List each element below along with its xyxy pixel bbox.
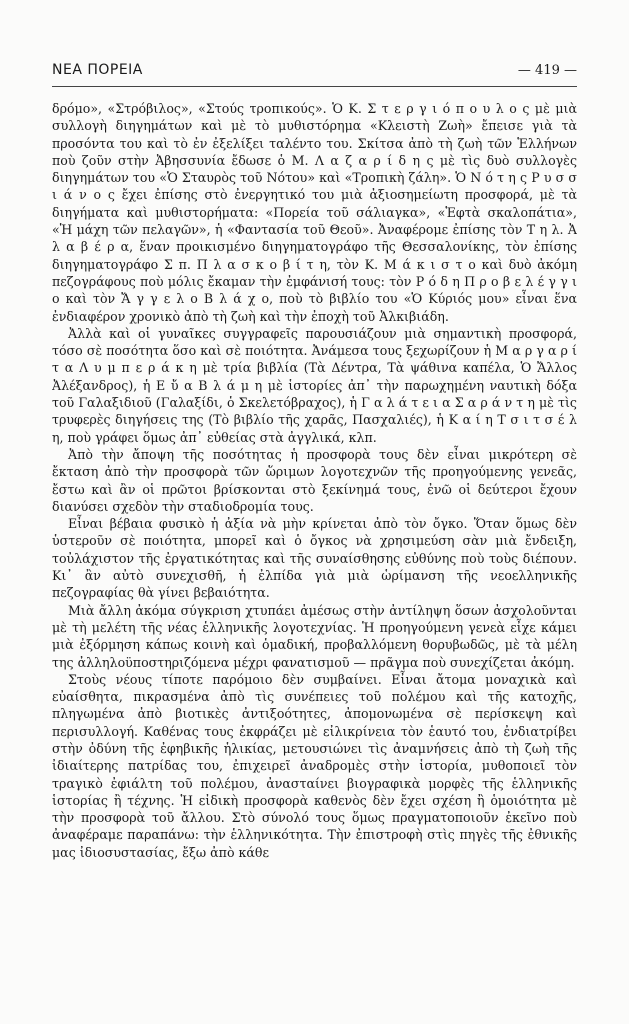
journal-title: ΝΕΑ ΠΟΡΕΙΑ <box>52 62 143 78</box>
article-body <box>52 100 577 1000</box>
paragraph: Μιὰ ἄλλη ἀκόμα σύγκριση χτυπάει ἀμέσως στὴν ἀντίληψη ὅσων ἀσχολοῦνται μὲ τὴ μελέτη τῆς νέας ἑλληνικῆς λογοτεχνίας. Ἡ προηγούμενη γενεὰ εἶχε κάμει μιὰ ἐξόρμηση κάπως κοινὴ καὶ ὁμαδική, προβαλλόμενη θορυβωδῶς, μὲ τὰ μέλη της ἀλληλοϋποστηριζόμενα μέχρι φανατισμοῦ — πρᾶγμα ποὺ συνεχίζεται ἀκόμη. <box>52 602 577 670</box>
paragraph: Ἀπὸ τὴν ἄποψη τῆς ποσότητας ἡ προσφορὰ τους δὲν εἶναι μικρότερη σὲ ἔκταση ἀπὸ τὴν προσφορὰ τῶν ὥριμων λογοτεχνῶν τῆς προηγούμενης γενεᾶς, ἔστω καὶ ἂν οἱ πρῶτοι βρίσκονται στὸ ξεκίνημά τους, ἐνῶ οἱ δεύτεροι ἔχουν διανύσει σχεδὸν τὴν σταδιοδρομία τους. <box>52 446 577 514</box>
page-number: — 419 — <box>517 63 577 78</box>
paragraph: Ἀλλὰ καὶ οἱ γυναῖκες συγγραφεῖς παρουσιάζουν μιὰ σημαντικὴ προσφορά, τόσο σὲ ποσότητα ὅσο καὶ σὲ ποιότητα. Ἀνάμεσα τους ξεχωρίζουν ἡ Μ α ρ γ α ρ ί τ α Λ υ μ π ε ρ ά κ η μὲ τρία βιβλία (Τὰ Δέντρα, Τὰ ψάθινα καπέλα, Ὁ Ἄλλος Ἀλέξανδρος), ἡ Ε ὔ α Β λ ά μ η μὲ ἱστορίες ἀπ᾽ τὴν παρωχημένη ναυτικὴ δόξα τοῦ Γαλαξιδιοῦ (Γαλαξίδι, ὁ Σκελετόβραχος), ἡ Γ α λ ά τ ε ι α Σ α ρ ά ν τ η μὲ τὶς τρυφερὲς διηγήσεις της (Τὸ βιβλίο τῆς χαρᾶς, Πασχαλιές), ἡ Κ α ί η Τ σ ι τ σ έ λ η, ποὺ γράφει ὅμως ἀπ᾽ εὐθείας στὰ ἀγγλικά, κλπ. <box>52 325 577 445</box>
paragraph: Στοὺς νέους τίποτε παρόμοιο δὲν συμβαίνει. Εἶναι ἄτομα μοναχικὰ καὶ εὐαίσθητα, πικρασμένα ἀπὸ τὶς συνέπειες τοῦ πολέμου καὶ τῆς κατοχῆς, πληγωμένα ἀπὸ βιοτικὲς ἀντιξοότητες, ἀπομονωμένα σὲ περίσκεψη καὶ περισυλλογή. Καθένας τους ἐκφράζει μὲ εἰλικρίνεια τὸν ἑαυτό του, ἐνδιατρίβει στὴν ὀδύνη τῆς ἐφηβικῆς ἡλικίας, μετουσιώνει τὶς ἀναμνήσεις ἀπὸ τὴ ζωὴ τῆς ἰδιαίτερης πατρίδας του, ἐπιχειρεῖ ἀναδρομὲς στὴν ἱστορία, μυθοποιεῖ τὸν τραγικὸ ἐφιάλτη τοῦ πολέμου, ἀνασταίνει βιογραφικὰ μορφὲς τῆς ἑλληνικῆς ἱστορίας ἢ τέχνης. Ἡ εἰδικὴ προσφορὰ καθενὸς δὲν ἔχει σχέση ἢ ὁμοιότητα μὲ τὴν προσφορὰ τοῦ ἄλλου. Στὸ σύνολό τους ὅμως πραγματοποιοῦν ἐκεῖνο ποὺ ἀναφέραμε παραπάνω: τὴν ἑλληνικότητα. Τὴν ἐπιστροφὴ στὶς πηγὲς τῆς ἐθνικῆς μας ἰδιοσυστασίας, ἔξω ἀπὸ κάθε <box>52 671 577 860</box>
page-header <box>52 62 577 84</box>
paragraph: δρόμο», «Στρόβιλος», «Στούς τροπικούς». Ὁ Κ. Σ τ ε ρ γ ι ό π ο υ λ ο ς μὲ μιὰ συλλογὴ διηγημάτων καὶ μὲ τὸ μυθιστόρημα «Κλειστὴ Ζωὴ» ἔπεισε γιὰ τὰ προσόντα του καὶ τὸ ἐν ἐξελίξει ταλέντο του. Σκίτσα ἀπὸ τὴ ζωὴ τῶν Ἑλλήνων ποὺ ζοῦν στὴν Ἀβησσυνία ἔδωσε ὁ Μ. Λ α ζ α ρ ί δ η ς μὲ τὶς δυὸ συλλογὲς διηγημάτων του «Ὁ Σταυρὸς τοῦ Νότου» καὶ «Τροπικὴ ζάλη». Ὁ Ν ό τ η ς Ρ υ σ σ ι ά ν ο ς ἔχει ἐπίσης στὸ ἐνεργητικό του μιὰ ἀξιοσημείωτη προσφορά, μὲ τὰ διηγήματα καὶ μυθιστορήματα: «Πορεία τοῦ σάλιαγκα», «Ἑφτὰ σκαλοπάτια», «Ἡ μάχη τῶν πελαγῶν», ἡ «Φαντασία τοῦ Θεοῦ». Ἀναφέρομε ἐπίσης τὸν Τ η λ. Ἀ λ α β έ ρ α, ἕναν προικισμένο διηγηματογράφο τῆς Θεσσαλονίκης, τὸν ἐπίσης διηγηματογράφο Σ π. Π λ α σ κ ο β ί τ η, τὸν Κ. Μ ά κ ι σ τ ο καὶ δυὸ ἀκόμη πεζογράφους ποὺ μόλις ἔκαμαν τὴν ἐμφάνισή τους: τὸν Ρ ό δ η Π ρ ο β ε λ έ γ γ ι ο καὶ τὸν Ἄ γ γ ε λ ο Β λ ά χ ο, ποὺ τὸ βιβλίο του «Ὁ Κύριός μου» εἶναι ἕνα ἐνδιαφέρον χρονικὸ ἀπὸ τὴ ζωὴ καὶ τὴν ἐποχὴ τοῦ Ἀλκιβιάδη. <box>52 101 577 324</box>
header-rule <box>52 86 577 87</box>
paragraph: Εἶναι βέβαια φυσικὸ ἡ ἀξία νὰ μὴν κρίνεται ἀπὸ τὸν ὄγκο. Ὅταν ὅμως δὲν ὑστεροῦν σὲ ποιότητα, μπορεῖ καὶ ὁ ὄγκος νὰ χρησιμεύση σὰν μιὰ ἔνδειξη, τοὐλάχιστον τῆς ἐργατικότητας καὶ τῆς συναίσθησης εὐθύνης ποὺ τοὺς διέπουν. Κι᾽ ἂν αὐτὸ συνεχισθῆ, ἡ ἐλπίδα γιὰ μιὰ ὡρίμανση τῆς νεοελληνικῆς πεζογραφίας θὰ γίνει βεβαιότητα. <box>52 516 577 601</box>
